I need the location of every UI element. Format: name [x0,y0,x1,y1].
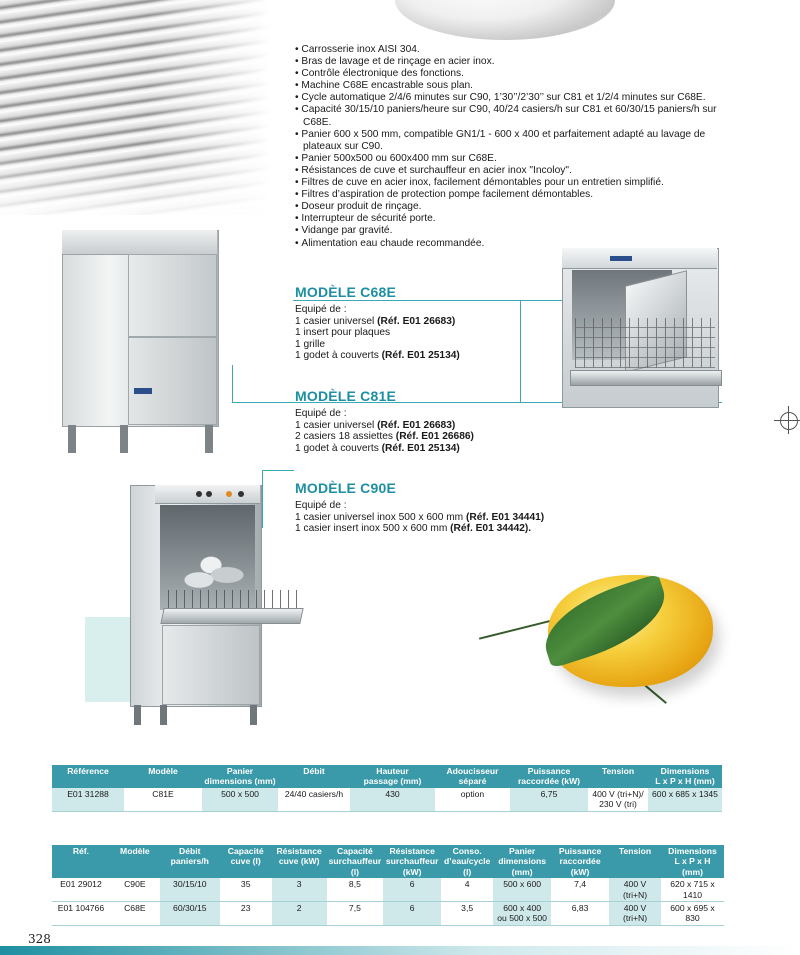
column-header: Panier dimensions (mm) [202,765,278,788]
table-cell: 60/30/15 [160,902,220,926]
spec-table-c81e [52,765,722,812]
item-text: 1 casier universel [295,419,378,431]
equipment-list [295,500,595,535]
control-panel [62,230,217,255]
equipment-list [295,304,535,362]
feature-item: • Panier 500x500 ou 600x400 mm sur C68E. [293,153,733,165]
feature-item: • Résistances de cuve et surchauffeur en acier inox "Incoloy". [293,165,733,177]
machine-lower-panel [162,625,260,705]
column-header: Référence [52,765,124,788]
machine-leg [68,425,76,453]
column-header: Adoucisseur séparé [435,765,510,788]
column-header: Résistance surchauffeur (kW) [383,845,441,878]
table-cell: 600 x 695 x 830 [661,902,724,926]
table-cell: 8,5 [327,878,384,901]
equipment-item [295,316,535,328]
feature-item: • Doseur produit de rinçage. [293,201,733,213]
equipment-item [295,327,535,339]
equipment-list [295,408,535,454]
item-text: 1 grille [295,338,326,350]
table-cell: 7,5 [327,902,384,926]
machine-door-upper [128,254,217,337]
rack [575,318,715,368]
equipment-item [295,420,535,432]
table-header-row [52,765,722,788]
table-cell: C90E [110,878,160,901]
feature-item: • Filtres de cuve en acier inox, facilement démontables pour un entretien simplifié. [293,177,733,189]
table-cell: C68E [110,902,160,926]
table-cell: 35 [220,878,272,901]
column-header: Panier dimensions (mm) [493,845,551,878]
spec-table-c90e-c68e [52,845,724,926]
table-cell: 500 x 600 [493,878,551,901]
equipment-intro: Equipé de : [295,408,347,419]
brand-badge [610,256,632,261]
table-cell: 430 [350,788,435,811]
column-header: Dimensions L x P x H (mm) [661,845,724,878]
model-c81e-section [295,388,535,454]
connector-line [262,470,294,471]
table-cell: 400 V (tri+N)/ 230 V (tri) [588,788,648,811]
table-cell: 600 x 685 x 1345 [648,788,722,811]
machine-leg [160,705,167,725]
item-ref: (Réf. E01 25134) [381,350,460,362]
table-row [52,788,722,811]
table-cell: 4 [441,878,493,901]
model-title: MODÈLE C81E [295,388,396,404]
column-header: Conso. d’eau/cycle (l) [441,845,493,878]
column-header: Débit paniers/h [160,845,220,878]
machine-leg [205,425,213,453]
item-ref: (Réf. E01 34442). [450,523,532,535]
equipment-item [295,339,535,351]
equipment-item [295,350,535,362]
column-header: Dimensions L x P x H (mm) [648,765,722,788]
table-cell: 6,75 [510,788,588,811]
item-text: 1 casier insert inox 500 x 600 mm [295,523,451,535]
feature-list [293,44,733,250]
table-cell: 400 V (tri+N) [609,902,661,926]
table-cell: 7,4 [551,878,609,901]
machine-leg [250,705,257,725]
feature-item: • Carrosserie inox AISI 304. [293,44,733,56]
equipment-intro: Equipé de : [295,304,347,315]
column-header: Capacité cuve (l) [220,845,272,878]
footer-bar [0,946,800,955]
brand-badge [134,388,152,394]
item-text: 1 godet à couverts [295,350,382,362]
feature-item: • Vidange par gravité. [293,225,733,237]
knob-icon [238,491,244,497]
feature-item: • Machine C68E encastrable sous plan. [293,80,733,92]
table-cell: 6,83 [551,902,609,926]
control-panel [562,248,717,269]
machine-leg [120,425,128,453]
column-header: Débit [278,765,350,788]
feature-item: • Alimentation eau chaude recommandée. [293,238,733,250]
connector-line [232,365,233,402]
page-number: 328 [28,932,51,946]
equipment-item [295,523,595,535]
column-header: Tension [609,845,661,878]
feature-item: • Bras de lavage et de rinçage en acier inox. [293,56,733,68]
connector-line [262,470,263,528]
column-header: Puissance raccordée (kW) [551,845,609,878]
table-row [52,902,724,926]
feature-item: • Contrôle électronique des fonctions. [293,68,733,80]
item-ref: (Réf. E01 26686) [395,431,474,443]
feature-item: • Cycle automatique 2/4/6 minutes sur C90, 1’30’’/2’30’’ sur C81 et 1/2/4 minutes sur C68E. [293,92,733,104]
item-text: 1 godet à couverts [295,442,382,454]
item-text: 2 casiers 18 assiettes [295,431,396,443]
table-cell: 6 [383,878,441,901]
equipment-intro: Equipé de : [295,500,347,511]
model-c90e-section [295,480,595,535]
feature-item: • Capacité 30/15/10 paniers/heure sur C90, 40/24 casiers/h sur C81 et 60/30/15 paniers/h sur C68E. [293,104,733,128]
table-cell: option [435,788,510,811]
knob-icon [206,491,212,497]
column-header: Modèle [124,765,202,788]
table-cell: E01 29012 [52,878,110,901]
table-row [52,878,724,901]
column-header: Puissance raccordée (kW) [510,765,588,788]
feature-item: • Interrupteur de sécurité porte. [293,213,733,225]
item-ref: (Réf. E01 26683) [377,419,456,431]
decor-block [85,617,130,702]
crop-mark-v [788,406,789,434]
table-cell: 30/15/10 [160,878,220,901]
item-ref: (Réf. E01 25134) [381,442,460,454]
column-header: Hauteur passage (mm) [350,765,435,788]
item-ref: (Réf. E01 34441) [466,511,545,523]
feature-item: • Panier 600 x 500 mm, compatible GN1/1 - 600 x 400 et parfaitement adapté au lavage de plateaux sur C90. [293,129,733,153]
table-cell: C81E [124,788,202,811]
leaf-stem [479,618,557,639]
column-header: Résistance cuve (kW) [272,845,327,878]
open-door [570,370,722,386]
equipment-item [295,512,595,524]
table-cell: 2 [272,902,327,926]
crop-mark-icon [780,412,798,430]
table-cell: 3 [272,878,327,901]
table-cell: 500 x 500 [202,788,278,811]
crop-mark-h [774,420,800,421]
item-text: 1 insert pour plaques [295,327,391,339]
equipment-item [295,443,535,455]
table-header-row [52,845,724,878]
feature-item: • Filtres d’aspiration de protection pompe facilement démontables. [293,189,733,201]
item-text: 1 casier universel [295,315,378,327]
machine-leg [134,705,141,725]
table-cell: 600 x 400 ou 500 x 500 [493,902,551,926]
model-title: MODÈLE C90E [295,480,396,496]
photo-fade [0,150,270,220]
table-cell: 6 [383,902,441,926]
model-title: MODÈLE C68E [295,284,396,300]
machine-door-lower [128,337,217,425]
column-header: Réf. [52,845,110,878]
model-c68e-section [295,284,535,362]
plate-edge-photo [395,0,615,40]
open-door [160,608,303,624]
item-ref: (Réf. E01 26683) [377,315,456,327]
column-header: Capacité surchauffeur (l) [328,846,382,877]
table-cell: 400 V (tri+N) [609,878,661,901]
table-cell: 3,5 [441,902,493,926]
equipment-item [295,431,535,443]
table-cell: 24/40 casiers/h [278,788,350,811]
column-header: Modèle [110,845,160,878]
knob-icon [226,491,232,497]
table-cell: 620 x 715 x 1410 [661,878,724,901]
table-cell: E01 104766 [52,902,110,926]
table-cell: 23 [220,902,272,926]
column-header: Tension [588,765,648,788]
table-cell: E01 31288 [52,788,124,811]
item-text: 1 casier universel inox 500 x 600 mm [295,511,467,523]
knob-icon [196,491,202,497]
